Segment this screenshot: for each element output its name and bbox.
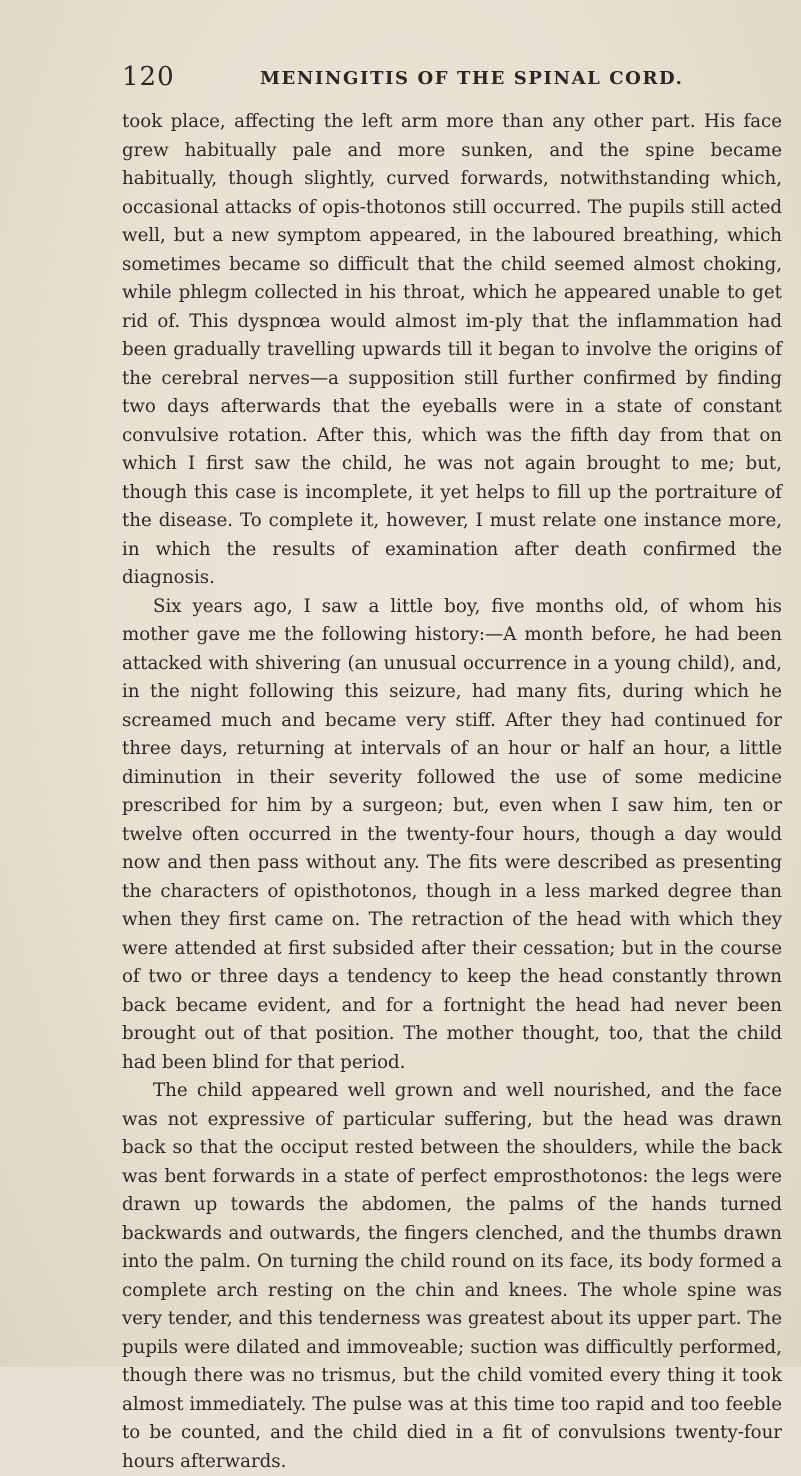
paragraph-1: took place, affecting the left arm more than any other part. His face grew habitually pale and more sunken, and the spine became habitually, though slightly, curved forwards, notwithstanding which, occasional attacks of opis-thotonos still occurred. The pupils still acted well, but a new symptom appeared, in the laboured breathing, which sometimes became so difficult that the child seemed almost choking, while phlegm collected in his throat, which he appeared unable to get rid of. This dyspnœa would almost im-ply that the inflammation had been gradually travelling upwards till it began to involve the origins of the cerebral nerves—a supposition still further confirmed by finding two days afterwards that the eyeballs were in a state of constant convulsive rotation. After this, which was the fifth day from that on which I first saw the child, he was not again brought to me; but, though this case is incomplete, it yet helps to fill up the portraiture of the disease. To complete it, however, I must relate one instance more, in which the results of examination after death confirmed the diagnosis. bbox=[122, 111, 782, 588]
paragraph-2: Six years ago, I saw a little boy, five months old, of whom his mother gave me the following history:—A month before, he had been attacked with shivering (an unusual occurrence in a young child), and, in the night following this seizure, had many fits, during which he screamed much and became very stiff. After they had continued for three days, returning at intervals of an hour or half an hour, a little diminution in their severity followed the use of some medicine prescribed for him by a surgeon; but, even when I saw him, ten or twelve often occurred in the twenty-four hours, though a day would now and then pass without any. The fits were described as presenting the characters of opisthotonos, though in a less marked degree than when they first came on. The retraction of the head with which they were attended at first subsided after their cessation; but in the course of two or three days a tendency to keep the head constantly thrown back became evident, and for a fortnight the head had never been brought out of that position. The mother thought, too, that the child had been blind for that period. bbox=[122, 595, 782, 1073]
body-text bbox=[122, 108, 782, 1476]
paragraph-3: The child appeared well grown and well nourished, and the face was not expressive of particular suffering, but the head was drawn back so that the occiput rested between the shoulders, while the back was bent forwards in a state of perfect emprosthotonos: the legs were drawn up towards the abdomen, the palms of the hands turned backwards and outwards, the fingers clenched, and the thumbs drawn into the palm. On turning the child round on its face, its body formed a complete arch resting on the chin and knees. The whole spine was very tender, and this tenderness was greatest about its upper part. The pupils were dilated and immoveable; suction was difficultly performed, though there was no trismus, but the child vomited every thing it took almost immediately. The pulse was at this time too rapid and too feeble to be counted, and the child died in a fit of convulsions twenty-four hours afterwards. bbox=[122, 1080, 782, 1472]
page-number: 120 bbox=[122, 62, 175, 92]
page-header bbox=[122, 62, 782, 102]
running-head: MENINGITIS OF THE SPINAL CORD. bbox=[260, 68, 684, 89]
